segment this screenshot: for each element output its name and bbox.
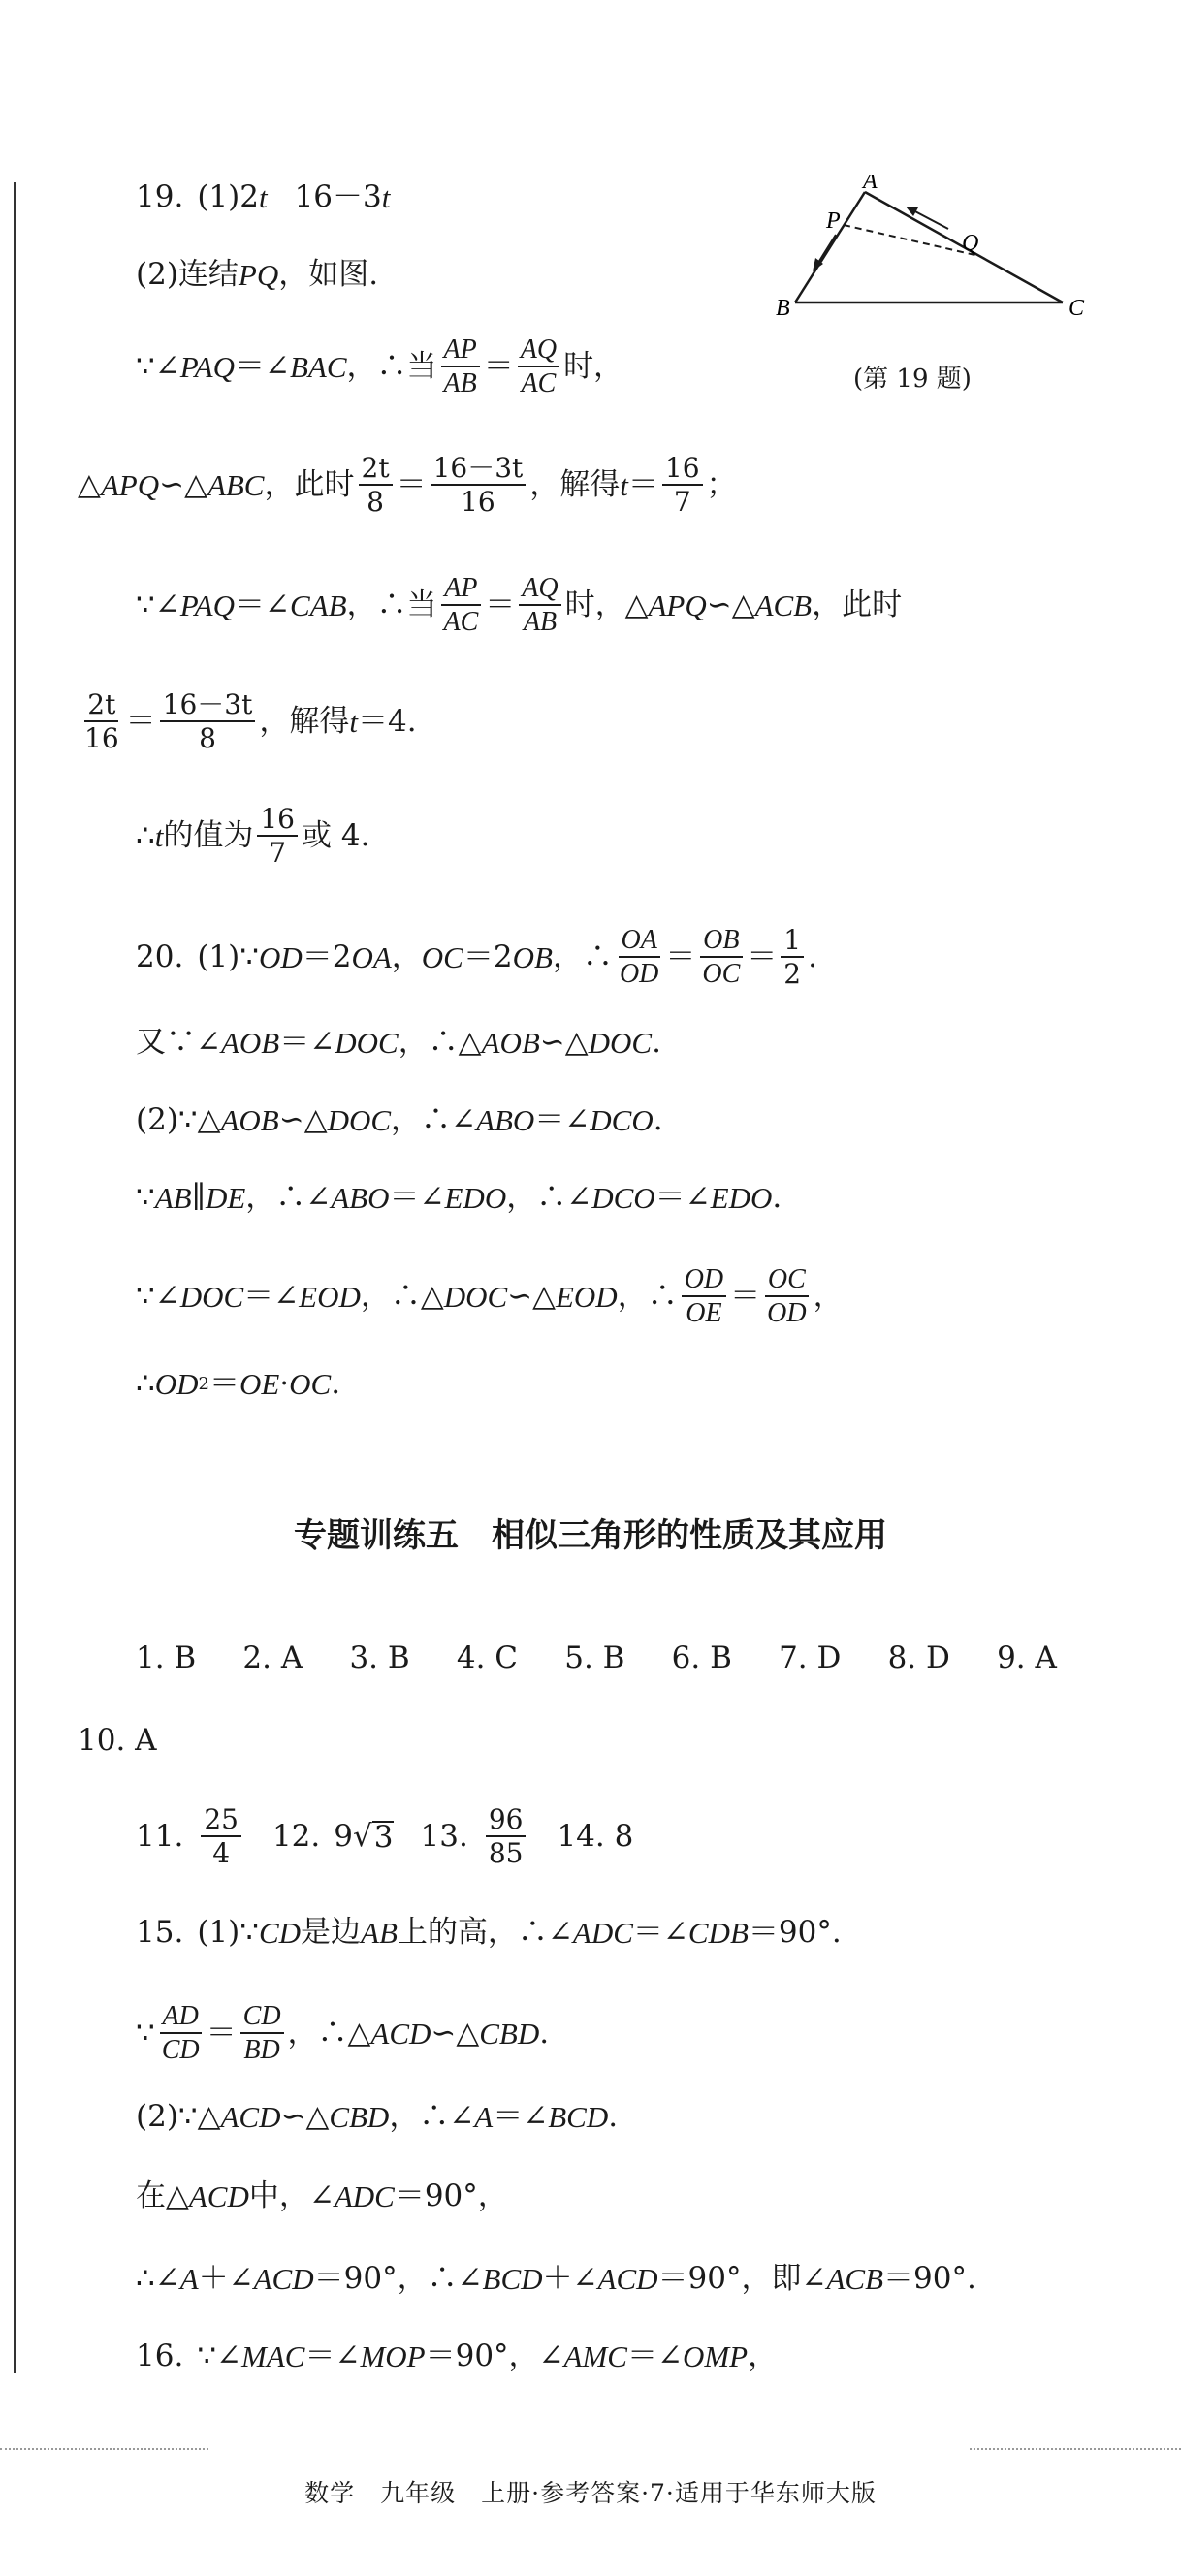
choice-answer: 9. A [997, 1640, 1057, 1675]
var: AOB [220, 1103, 279, 1137]
fraction [240, 2002, 284, 2065]
var: t [381, 180, 391, 214]
text: ＝90°，∴∠ [313, 2261, 483, 2296]
text: ＝∠ [304, 2338, 361, 2373]
text: ＝90°. [748, 1915, 842, 1950]
numerator: OA [619, 926, 660, 958]
numerator: 96 [486, 1805, 527, 1837]
var: CBD [329, 2100, 390, 2134]
text: ＝4. [357, 703, 417, 739]
text: ＋∠ [198, 2261, 254, 2296]
fill-in-answers [136, 1805, 633, 1868]
coefficient: 9 [334, 1818, 353, 1854]
var: ACD [253, 2262, 314, 2296]
fraction [781, 926, 804, 989]
text: ＝ [206, 2015, 237, 2051]
var: DOC [327, 1103, 392, 1137]
segment-pq-dashed [844, 225, 979, 256]
label-a: A [863, 175, 878, 194]
denominator: 2 [783, 958, 802, 991]
fraction [431, 454, 527, 517]
text: ＝∠ [632, 1915, 688, 1950]
text: ＝∠ [493, 2099, 549, 2134]
choice-answer: 7. D [779, 1640, 842, 1675]
text: ＝90°，即∠ [657, 2261, 827, 2296]
var: OMP [682, 2339, 749, 2373]
text: 时， [563, 348, 624, 384]
var: ACD [370, 2016, 431, 2051]
var: DOC [443, 1279, 508, 1314]
left-margin-rule [14, 182, 16, 2373]
denominator: OC [702, 959, 741, 990]
text: (1)∵ [197, 1915, 259, 1950]
var: A [474, 2100, 494, 2134]
question-number: 16. [136, 2338, 184, 2373]
numerator: AQ [518, 335, 559, 367]
denominator: 7 [673, 486, 691, 519]
text: ＝∠ [234, 587, 290, 622]
footer-dotted-rule-right [970, 2448, 1181, 2450]
text: 或 4. [302, 817, 370, 853]
q20-line-4 [136, 1180, 782, 1215]
var: PAQ [179, 588, 235, 622]
var: CBD [479, 2016, 540, 2051]
q20-line-6 [136, 1366, 341, 1401]
text: 16－3 [294, 179, 382, 214]
text: ，∴△ [287, 2015, 371, 2051]
fraction [617, 926, 661, 989]
text: ＝∠ [654, 1180, 711, 1215]
text: ，解得 [259, 703, 350, 739]
var: DCO [591, 1181, 655, 1215]
denominator: 7 [269, 837, 287, 870]
choice-answer: 4. C [456, 1640, 519, 1675]
var: BCD [482, 2262, 543, 2296]
var: APQ [648, 588, 707, 622]
numerator: 16－3t [160, 690, 256, 722]
q15-line-5 [136, 2261, 976, 2296]
var: ACB [826, 2262, 884, 2296]
text: ＝ [485, 587, 516, 622]
radicand: 3 [373, 1819, 394, 1855]
figure-caption: (第 19 题) [853, 365, 972, 394]
text: ＝90°， [394, 2178, 508, 2213]
var: BCD [548, 2100, 609, 2134]
text: ＝90°. [883, 2261, 976, 2296]
denominator: CD [161, 2035, 200, 2066]
question-number: 11. [136, 1818, 184, 1854]
denominator: AC [443, 607, 479, 638]
question-number: 20. [136, 938, 184, 974]
numerator: 16 [662, 454, 703, 486]
denominator: OD [767, 1298, 807, 1329]
var: ADC [572, 1916, 633, 1950]
var: OD [258, 939, 303, 974]
fraction [764, 1265, 809, 1328]
var: t [154, 818, 164, 853]
text: ∥ [191, 1180, 206, 1215]
numerator: 25 [201, 1805, 241, 1837]
var: EDO [444, 1181, 507, 1215]
text: ＝∠ [626, 2338, 683, 2373]
text: ，∴当 [346, 587, 437, 622]
text: ∽△ [507, 1278, 556, 1314]
q20-line-2 [136, 1025, 661, 1060]
numerator: 1 [781, 926, 804, 958]
text: ＝∠ [234, 348, 290, 384]
text: ， [813, 1278, 844, 1314]
var: OA [351, 939, 392, 974]
var: ACD [188, 2179, 249, 2213]
denominator: AC [521, 368, 557, 399]
text: ，∴ [552, 938, 613, 974]
var: AB [154, 1181, 192, 1215]
choice-answer: 2. A [242, 1640, 303, 1675]
numerator: CD [240, 2002, 284, 2034]
superscript: 2 [198, 1373, 209, 1394]
var: t [349, 704, 358, 739]
label-q: Q [962, 231, 979, 256]
var: AB [361, 1916, 398, 1950]
text: . [808, 938, 817, 974]
text: ，∴△ [360, 1278, 444, 1314]
q15-line-1 [136, 1915, 842, 1950]
q19-line-5 [136, 574, 902, 637]
text: . [608, 2099, 619, 2134]
denominator: 16 [84, 722, 119, 755]
text: ∴∠ [136, 2261, 180, 2296]
text: ＝2 [302, 938, 352, 974]
fraction [159, 2002, 203, 2065]
triangle-figure [776, 175, 1105, 330]
numerator: 2t [359, 454, 393, 486]
denominator: 8 [367, 486, 384, 519]
q19-line-6 [78, 690, 417, 753]
text: ＝ [396, 466, 427, 502]
text: 10. A [78, 1723, 157, 1758]
text: . [653, 1102, 663, 1137]
text: 中，∠ [248, 2178, 335, 2213]
var: APQ [100, 467, 160, 502]
text: ，∴∠ [245, 1180, 332, 1215]
choice-answer-10 [78, 1723, 157, 1758]
fraction [81, 690, 122, 753]
q20-line-5 [136, 1265, 844, 1328]
q15-line-4 [136, 2178, 508, 2213]
text: ∽△ [706, 587, 755, 622]
denominator: OE [686, 1298, 722, 1329]
q20-line-1 [136, 926, 817, 989]
var: PAQ [179, 349, 235, 384]
var: AOB [481, 1026, 540, 1060]
numerator: 16－3t [431, 454, 527, 486]
text: ， [748, 2338, 779, 2373]
text: ＝∠ [243, 1278, 300, 1314]
numerator: AD [160, 2002, 202, 2034]
section-title: 专题训练五 相似三角形的性质及其应用 [294, 1516, 887, 1555]
question-number: 19. [136, 179, 184, 214]
var: OD [154, 1367, 199, 1401]
text: (1)2 [197, 179, 259, 214]
q19-line-3 [136, 335, 623, 398]
denominator: 85 [488, 1837, 524, 1870]
choice-answer: 5. B [564, 1640, 625, 1675]
numerator: AP [441, 574, 480, 606]
text: ，∴∠ [391, 1102, 477, 1137]
numerator: AQ [519, 574, 560, 606]
text: 的值为 [163, 817, 254, 853]
numerator: OB [700, 926, 742, 958]
fraction [201, 1805, 241, 1868]
choice-answer: 6. B [671, 1640, 732, 1675]
fraction [441, 335, 480, 398]
text: ＝ [208, 1366, 239, 1401]
var: DOC [588, 1026, 653, 1060]
text: ，∴ [617, 1278, 678, 1314]
text: 14. 8 [557, 1818, 634, 1854]
text: ，此时 [264, 466, 355, 502]
var: OB [512, 939, 553, 974]
var: DOC [335, 1026, 399, 1060]
text: ，∴∠ [506, 1180, 592, 1215]
text: 是边 [301, 1915, 362, 1950]
text: ∴ [136, 817, 155, 853]
text: ＝ [125, 703, 156, 739]
arrow-q-shaft [911, 209, 948, 229]
var: PQ [238, 258, 279, 292]
text: (2)连结 [136, 257, 239, 292]
denominator: AB [443, 368, 477, 399]
denominator: AB [523, 607, 558, 638]
var: CDB [687, 1916, 749, 1950]
text: ，解得 [529, 466, 621, 502]
q15-line-3 [136, 2099, 619, 2134]
text: (1)∵ [197, 938, 259, 974]
text: 上的高，∴∠ [397, 1915, 573, 1950]
var: OE [239, 1367, 280, 1401]
denominator: 8 [199, 722, 216, 755]
question-number: 15. [136, 1915, 184, 1950]
text: ，∴△ [398, 1025, 482, 1060]
text: ∴ [136, 1366, 155, 1401]
radical-sign: √ [353, 1818, 372, 1854]
fraction [160, 690, 256, 753]
text: ， [391, 938, 422, 974]
denominator: OD [619, 959, 659, 990]
var: ACD [220, 2100, 281, 2134]
numerator: OD [682, 1265, 726, 1297]
var: OC [289, 1367, 332, 1401]
text: ＝ [627, 466, 658, 502]
text: ＝∠ [389, 1180, 445, 1215]
var: OC [421, 939, 463, 974]
text: ∵ [136, 2015, 155, 2051]
numerator: AP [441, 335, 480, 367]
numerator: 16 [257, 805, 298, 837]
q19-line-4 [78, 454, 737, 517]
choice-answers-row [136, 1640, 1057, 1675]
text: ＋∠ [542, 2261, 598, 2296]
label-c: C [1069, 296, 1085, 321]
var: DE [205, 1181, 246, 1215]
q19-line-7 [136, 805, 369, 868]
var: A [179, 2262, 199, 2296]
choice-answer: 8. D [887, 1640, 950, 1675]
var: MOP [360, 2339, 426, 2373]
var: ADC [334, 2179, 395, 2213]
text: ＝∠ [534, 1102, 590, 1137]
var: BAC [289, 349, 347, 384]
text: ∽△ [431, 2015, 480, 2051]
text: ∵ [136, 1180, 155, 1215]
text: △ [78, 466, 101, 502]
text: ＝ [665, 938, 696, 974]
var: MAC [241, 2339, 305, 2373]
text: ∵∠ [136, 1278, 180, 1314]
footer-dotted-rule-left [0, 2448, 208, 2450]
fraction [682, 1265, 726, 1328]
text: ∵∠ [197, 2338, 242, 2373]
fraction [359, 454, 393, 517]
var: t [258, 180, 268, 214]
fraction [662, 454, 703, 517]
text: 又∵∠ [136, 1025, 221, 1060]
denominator: 16 [461, 486, 495, 519]
page-footer: 数学 九年级 上册·参考答案·7·适用于华东师大版 [304, 2479, 877, 2507]
text: 在△ [136, 2178, 189, 2213]
text: ＝∠ [279, 1025, 335, 1060]
text: (2)∵△ [136, 2099, 221, 2134]
fraction [257, 805, 298, 868]
fraction [699, 926, 743, 989]
text: ∽△ [159, 466, 207, 502]
var: EOD [555, 1279, 618, 1314]
fraction [519, 574, 560, 637]
numerator: 2t [84, 690, 118, 722]
fraction [441, 574, 482, 637]
denominator: BD [243, 2035, 280, 2066]
text: ∵∠ [136, 348, 180, 384]
text: ； [706, 466, 737, 502]
text: · [279, 1366, 290, 1401]
fraction [486, 1805, 527, 1868]
text: ，∴当 [346, 348, 437, 384]
q16-line-1 [136, 2338, 779, 2373]
text: 时，△ [564, 587, 649, 622]
var: AMC [563, 2339, 627, 2373]
text: ＝ [483, 348, 514, 384]
q19-line-1 [136, 179, 391, 214]
text: (2)∵△ [136, 1102, 221, 1137]
var: ACD [597, 2262, 658, 2296]
var: ABC [207, 467, 265, 502]
var: EDO [710, 1181, 773, 1215]
var: t [620, 467, 628, 502]
q15-line-2 [136, 2002, 549, 2065]
choice-answer: 3. B [349, 1640, 410, 1675]
text: ＝ [730, 1278, 761, 1314]
var: EOD [299, 1279, 361, 1314]
var: ABO [331, 1181, 390, 1215]
text: . [539, 2015, 550, 2051]
text: ＝ [747, 938, 778, 974]
var: AOB [220, 1026, 280, 1060]
text: ，如图. [278, 257, 379, 292]
text: ∽△ [278, 1102, 328, 1137]
text: ∽△ [280, 2099, 330, 2134]
text: ＝90°，∠ [425, 2338, 564, 2373]
text: . [652, 1025, 661, 1060]
var: ACB [754, 588, 813, 622]
var: CAB [289, 588, 347, 622]
var: CD [258, 1916, 302, 1950]
fraction [518, 335, 559, 398]
text: ∽△ [539, 1025, 589, 1060]
question-number: 12. [271, 1818, 321, 1854]
label-p: P [826, 208, 841, 234]
text: . [772, 1180, 782, 1215]
denominator: 4 [212, 1837, 231, 1870]
numerator: OC [765, 1265, 809, 1297]
text: ＝2 [463, 938, 513, 974]
var: DCO [590, 1103, 654, 1137]
q19-line-2 [136, 257, 379, 292]
choice-answer: 1. B [136, 1640, 197, 1675]
label-b: B [776, 296, 790, 321]
question-number: 13. [420, 1818, 468, 1854]
text: ，∴∠ [389, 2099, 475, 2134]
text: ，此时 [812, 587, 903, 622]
text: ∵∠ [136, 587, 180, 622]
text: . [331, 1366, 341, 1401]
var: DOC [179, 1279, 244, 1314]
var: ABO [476, 1103, 535, 1137]
q20-line-3 [136, 1102, 663, 1137]
